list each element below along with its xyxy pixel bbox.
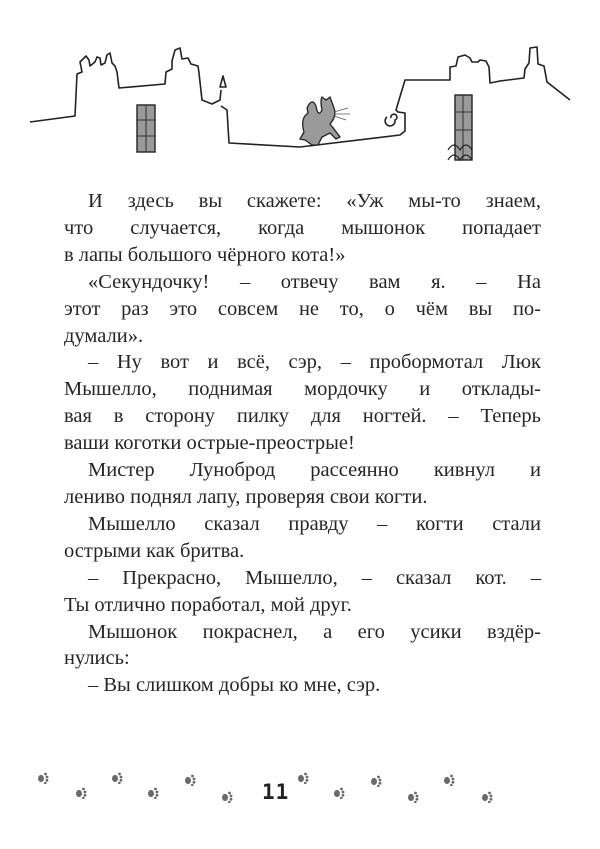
text-line: острыми как бритва. xyxy=(64,539,245,562)
text-line: вая в сторону пилку для ногтей. – Теперь xyxy=(64,405,541,428)
text-line: ваши коготки острые-преострые! xyxy=(64,432,355,455)
rooftop-cat-illustration xyxy=(0,0,600,180)
paw-print-icon xyxy=(481,791,493,803)
text-line: Мышонок покраснел, а его усики вздёр- xyxy=(88,620,541,643)
text-line: И здесь вы скажете: «Уж мы-то знаем, xyxy=(88,190,541,212)
window-left xyxy=(137,105,155,152)
paragraph xyxy=(64,269,541,350)
cat-icon xyxy=(300,97,350,145)
text-line: Мышелло, поднимая мордочку и отклады- xyxy=(64,378,541,401)
text-line: лениво поднял лапу, проверяя свои когти. xyxy=(64,485,428,508)
paw-print-icon xyxy=(407,791,419,803)
paragraph xyxy=(64,188,541,269)
text-line: – Ну вот и всё, сэр, – пробормотал Люк xyxy=(88,351,541,374)
text-line: в лапы большого чёрного кота!» xyxy=(64,243,346,266)
paw-print-icon xyxy=(184,774,196,786)
roofline-middle xyxy=(221,47,570,147)
paw-print-icon xyxy=(147,787,159,799)
paw-print-icon xyxy=(37,772,49,784)
text-line: что случается, когда мышонок попадает xyxy=(64,216,541,239)
wall-spiral xyxy=(385,114,397,126)
text-line: этот раз это совсем не то, о чём вы по- xyxy=(64,297,541,320)
text-line: нулись: xyxy=(64,647,130,670)
roofline-left xyxy=(30,48,221,122)
paw-print-icon xyxy=(370,775,382,787)
text-line: – Прекрасно, Мышелло, – сказал кот. – xyxy=(88,566,541,589)
text-line: «Секундочку! – отвечу вам я. – На xyxy=(88,270,541,293)
body-text xyxy=(64,188,541,699)
paragraph xyxy=(64,457,541,511)
text-line: – Вы слишком добры ко мне, сэр. xyxy=(88,674,381,697)
chimney-pot xyxy=(220,76,226,87)
paragraph xyxy=(64,511,541,565)
paw-print-icon xyxy=(443,774,455,786)
paw-print-icon xyxy=(297,772,309,784)
text-line: Мистер Луноброд рассеянно кивнул и xyxy=(88,459,541,482)
paw-print-icon xyxy=(333,787,345,799)
text-line: думали». xyxy=(64,324,144,347)
paragraph xyxy=(64,565,541,619)
window-right xyxy=(448,95,472,160)
paragraph xyxy=(64,619,541,673)
paw-print-icon xyxy=(111,772,123,784)
text-line: Мышелло сказал правду – когти стали xyxy=(88,512,541,535)
text-line: Ты отлично поработал, мой друг. xyxy=(64,593,352,616)
paw-print-icon xyxy=(221,791,233,803)
paw-print-icon xyxy=(75,787,87,799)
paragraph xyxy=(64,672,541,699)
paragraph xyxy=(64,349,541,457)
page-number: 11 xyxy=(262,780,290,804)
